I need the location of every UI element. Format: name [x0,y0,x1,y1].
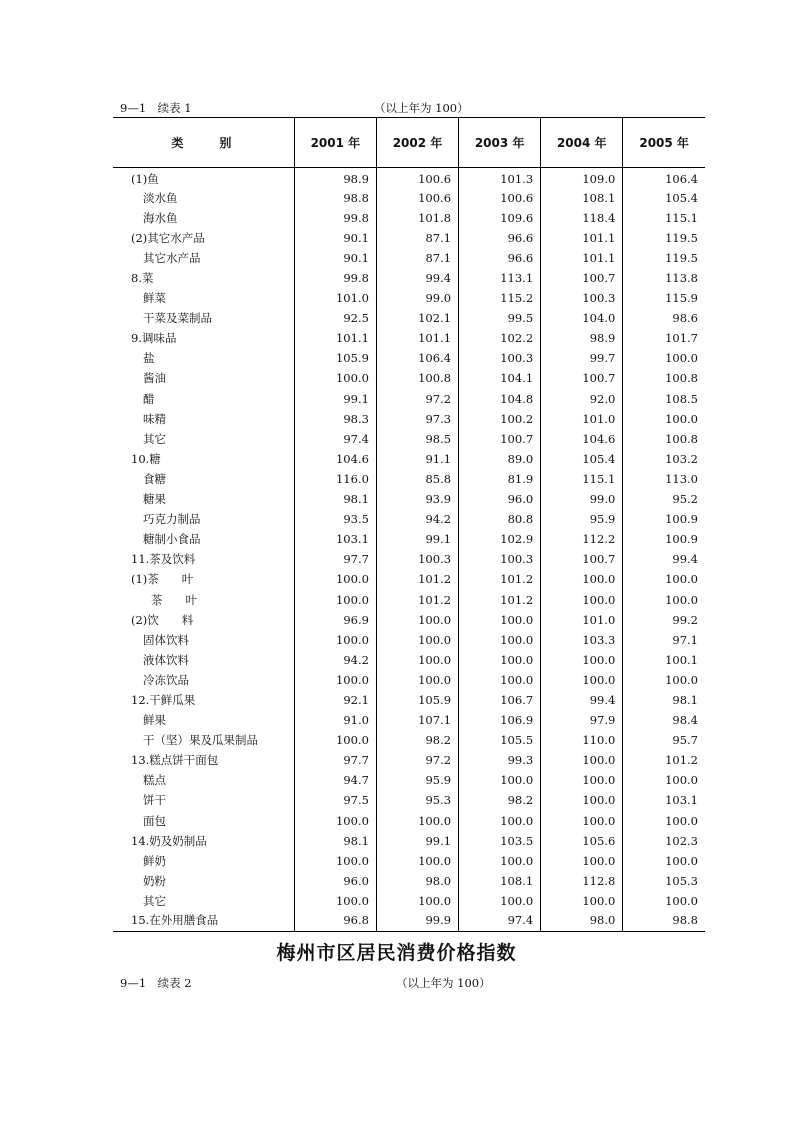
table-row [113,429,705,449]
header-year-2002: 2002 年 [376,118,458,168]
index-value-cell: 100.0 [459,670,541,690]
index-value-cell: 100.1 [623,650,705,670]
index-value-cell: 98.2 [459,790,541,810]
header-year-2003: 2003 年 [459,118,541,168]
index-value-cell: 103.1 [623,790,705,810]
index-value-cell: 102.2 [459,328,541,348]
index-value-cell: 100.0 [294,589,376,609]
row-category-label: 酱油 [143,371,166,386]
index-value-cell: 112.8 [541,871,623,891]
index-value-cell: 99.8 [294,268,376,288]
index-value-cell: 99.3 [459,750,541,770]
index-value-cell: 87.1 [376,248,458,268]
index-value-cell: 100.0 [459,650,541,670]
index-value-cell: 87.1 [376,228,458,248]
index-value-cell: 100.0 [294,811,376,831]
index-value-cell: 100.0 [376,670,458,690]
index-value-cell: 97.3 [376,409,458,429]
index-value-cell: 100.0 [623,851,705,871]
index-value-cell: 115.1 [623,208,705,228]
index-value-cell: 116.0 [294,469,376,489]
row-category-label: 鲜果 [143,713,166,728]
table-row [113,489,705,509]
table-row [113,690,705,710]
index-value-cell: 101.2 [376,589,458,609]
index-value-cell: 100.0 [541,790,623,810]
row-category-label: 饼干 [143,793,166,808]
table-row [113,730,705,750]
index-value-cell: 100.7 [541,268,623,288]
row-category-label: 鲜奶 [143,853,166,868]
table-row [113,449,705,469]
index-value-cell: 100.0 [376,610,458,630]
table-row [113,589,705,609]
index-value-cell: 91.1 [376,449,458,469]
index-value-cell: 92.1 [294,690,376,710]
header-year-2004: 2004 年 [541,118,623,168]
row-category-label: 11.茶及饮料 [131,552,196,567]
row-category-label: (2)其它水产品 [131,230,205,245]
index-value-cell: 119.5 [623,248,705,268]
row-category-label: 其它水产品 [143,250,201,265]
row-category-label: 13.糕点饼干面包 [131,753,219,768]
page-title: 梅州市区居民消费价格指数 [276,942,517,964]
index-value-cell: 98.6 [623,308,705,328]
index-value-cell: 100.0 [541,750,623,770]
header-category: 类 别 [113,118,294,168]
index-value-cell: 96.8 [294,911,376,931]
index-value-cell: 98.9 [294,168,376,188]
index-value-cell: 104.6 [294,449,376,469]
index-value-cell: 96.9 [294,610,376,630]
header-year-2001: 2001 年 [294,118,376,168]
index-value-cell: 99.1 [376,529,458,549]
table-row [113,650,705,670]
row-category-label: 10.糖 [131,451,161,466]
index-value-cell: 99.4 [541,690,623,710]
table-row [113,770,705,790]
table-row [113,469,705,489]
index-value-cell: 100.0 [623,770,705,790]
index-value-cell: 101.1 [541,228,623,248]
index-value-cell: 99.9 [376,911,458,931]
index-value-cell: 98.0 [376,871,458,891]
row-category-label: 固体饮料 [143,632,189,647]
index-value-cell: 99.4 [376,268,458,288]
index-value-cell: 100.8 [623,368,705,388]
index-value-cell: 99.1 [294,389,376,409]
index-value-cell: 100.0 [623,670,705,690]
index-value-cell: 106.4 [623,168,705,188]
index-value-cell: 105.6 [541,831,623,851]
index-value-cell: 100.0 [376,891,458,911]
index-value-cell: 101.3 [459,168,541,188]
index-value-cell: 97.1 [623,630,705,650]
index-value-cell: 101.2 [459,589,541,609]
index-value-cell: 104.6 [541,429,623,449]
index-value-cell: 103.5 [459,831,541,851]
index-value-cell: 100.0 [376,650,458,670]
index-value-cell: 100.6 [376,188,458,208]
index-value-cell: 95.9 [376,770,458,790]
index-value-cell: 96.6 [459,248,541,268]
index-value-cell: 100.0 [459,770,541,790]
index-value-cell: 96.0 [294,871,376,891]
index-value-cell: 101.2 [623,750,705,770]
index-value-cell: 109.0 [541,168,623,188]
index-value-cell: 99.8 [294,208,376,228]
row-category-label: 淡水鱼 [143,190,178,205]
table-row [113,529,705,549]
index-value-cell: 100.0 [294,569,376,589]
index-value-cell: 113.8 [623,268,705,288]
index-value-cell: 100.9 [623,529,705,549]
index-value-cell: 104.0 [541,308,623,328]
index-value-cell: 105.4 [541,449,623,469]
table-body [113,168,705,932]
index-value-cell: 100.0 [623,811,705,831]
index-value-cell: 99.0 [541,489,623,509]
row-category-label: 盐 [143,351,155,366]
table-row [113,288,705,308]
index-value-cell: 89.0 [459,449,541,469]
row-category-label: (1)茶 叶 [131,572,194,587]
index-value-cell: 100.3 [376,549,458,569]
index-value-cell: 91.0 [294,710,376,730]
index-value-cell: 95.7 [623,730,705,750]
table-row [113,630,705,650]
table-row [113,409,705,429]
table-row [113,208,705,228]
row-category-label: 味精 [143,411,166,426]
index-value-cell: 80.8 [459,509,541,529]
row-category-label: (2)饮 料 [131,612,194,627]
index-value-cell: 105.5 [459,730,541,750]
index-value-cell: 119.5 [623,228,705,248]
index-value-cell: 97.5 [294,790,376,810]
index-value-cell: 98.1 [623,690,705,710]
index-value-cell: 96.0 [459,489,541,509]
table2-code-caption: 9—1 续表 2 [120,976,192,990]
index-value-cell: 113.1 [459,268,541,288]
index-value-cell: 100.0 [623,891,705,911]
index-value-cell: 100.0 [623,569,705,589]
row-category-label: 糖果 [143,492,166,507]
index-value-cell: 115.9 [623,288,705,308]
table-row [113,911,705,931]
row-category-label: 干（坚）果及瓜果制品 [143,733,258,748]
index-value-cell: 100.0 [294,851,376,871]
index-value-cell: 93.5 [294,509,376,529]
index-value-cell: 106.7 [459,690,541,710]
index-value-cell: 95.3 [376,790,458,810]
index-value-cell: 100.0 [376,851,458,871]
table-row [113,790,705,810]
row-category-label: 12.干鲜瓜果 [131,692,196,707]
table-row [113,389,705,409]
index-value-cell: 99.1 [376,831,458,851]
index-value-cell: 98.5 [376,429,458,449]
row-category-label: 糖制小食品 [143,532,201,547]
index-value-cell: 103.1 [294,529,376,549]
index-value-cell: 90.1 [294,248,376,268]
table-header [113,118,705,168]
row-category-label: 巧克力制品 [143,512,201,527]
index-value-cell: 93.9 [376,489,458,509]
index-value-cell: 97.9 [541,710,623,730]
table-row [113,268,705,288]
row-category-label: 其它 [143,431,166,446]
index-value-cell: 101.0 [541,610,623,630]
table-row [113,188,705,208]
index-value-cell: 100.7 [459,429,541,449]
index-value-cell: 108.1 [541,188,623,208]
index-value-cell: 101.2 [376,569,458,589]
index-value-cell: 100.0 [541,589,623,609]
index-value-cell: 100.0 [459,891,541,911]
index-value-cell: 100.3 [541,288,623,308]
index-value-cell: 99.7 [541,348,623,368]
row-category-label: 茶 叶 [151,592,197,607]
index-value-cell: 102.1 [376,308,458,328]
row-category-label: 9.调味品 [131,331,177,346]
index-value-cell: 104.1 [459,368,541,388]
row-category-label: 奶粉 [143,873,166,888]
index-value-cell: 100.0 [541,851,623,871]
index-value-cell: 98.3 [294,409,376,429]
index-value-cell: 105.4 [623,188,705,208]
index-value-cell: 115.2 [459,288,541,308]
header-row [113,118,705,168]
index-value-cell: 96.6 [459,228,541,248]
index-value-cell: 100.7 [541,368,623,388]
row-category-label: 14.奶及奶制品 [131,833,207,848]
table-row [113,831,705,851]
table-row [113,549,705,569]
index-value-cell: 104.8 [459,389,541,409]
index-value-cell: 100.0 [459,630,541,650]
row-category-label: 醋 [143,391,155,406]
index-value-cell: 100.0 [541,670,623,690]
table-row [113,670,705,690]
index-value-cell: 101.7 [623,328,705,348]
index-value-cell: 102.9 [459,529,541,549]
index-value-cell: 100.0 [541,891,623,911]
table-row [113,328,705,348]
index-value-cell: 90.1 [294,228,376,248]
index-value-cell: 98.1 [294,489,376,509]
base-year-note: （以上年为 100） [374,101,469,115]
index-value-cell: 98.9 [541,328,623,348]
index-value-cell: 101.0 [541,409,623,429]
table2-base-year-note: （以上年为 100） [396,976,491,990]
index-value-cell: 98.0 [541,911,623,931]
index-value-cell: 100.0 [459,851,541,871]
row-category-label: 冷冻饮品 [143,672,189,687]
table-row [113,891,705,911]
index-value-cell: 100.3 [459,348,541,368]
index-value-cell: 100.8 [376,368,458,388]
index-value-cell: 100.0 [294,730,376,750]
index-value-cell: 100.0 [294,630,376,650]
index-value-cell: 112.2 [541,529,623,549]
index-value-cell: 100.3 [459,549,541,569]
table-row [113,610,705,630]
index-value-cell: 101.8 [376,208,458,228]
index-value-cell: 100.6 [376,168,458,188]
index-value-cell: 100.0 [376,811,458,831]
index-value-cell: 105.3 [623,871,705,891]
row-category-label: 糕点 [143,773,166,788]
index-value-cell: 94.7 [294,770,376,790]
index-value-cell: 100.0 [459,610,541,630]
index-value-cell: 110.0 [541,730,623,750]
index-value-cell: 98.8 [294,188,376,208]
index-value-cell: 101.0 [294,288,376,308]
index-value-cell: 118.4 [541,208,623,228]
row-category-label: 海水鱼 [143,210,178,225]
index-value-cell: 99.0 [376,288,458,308]
index-value-cell: 100.2 [459,409,541,429]
row-category-label: 干菜及菜制品 [143,311,212,326]
row-category-label: 15.在外用膳食品 [113,911,294,931]
table-row [113,248,705,268]
index-value-cell: 108.1 [459,871,541,891]
row-category-label: 液体饮料 [143,652,189,667]
header-year-2005: 2005 年 [623,118,705,168]
index-value-cell: 97.7 [294,750,376,770]
index-value-cell: 85.8 [376,469,458,489]
index-value-cell: 97.2 [376,389,458,409]
index-value-cell: 99.2 [623,610,705,630]
index-value-cell: 107.1 [376,710,458,730]
index-value-cell: 100.0 [459,811,541,831]
table-row [113,811,705,831]
index-value-cell: 100.0 [541,650,623,670]
index-value-cell: 100.7 [541,549,623,569]
row-category-label: 食糖 [143,471,166,486]
index-value-cell: 92.0 [541,389,623,409]
index-value-cell: 100.0 [541,811,623,831]
row-category-label: 其它 [143,893,166,908]
table-code-caption: 9—1 续表 1 [120,101,192,115]
index-value-cell: 94.2 [376,509,458,529]
table-row [113,871,705,891]
index-value-cell: 106.4 [376,348,458,368]
index-value-cell: 105.9 [376,690,458,710]
index-value-cell: 103.2 [623,449,705,469]
table-row [113,168,705,188]
index-value-cell: 108.5 [623,389,705,409]
table-row [113,851,705,871]
row-category-label: (1)鱼 [131,172,159,187]
index-value-cell: 101.2 [459,569,541,589]
table-row [113,710,705,730]
index-value-cell: 100.9 [623,509,705,529]
index-value-cell: 100.0 [541,569,623,589]
index-value-cell: 92.5 [294,308,376,328]
index-value-cell: 106.9 [459,710,541,730]
index-value-cell: 100.0 [294,891,376,911]
table-row [113,569,705,589]
index-value-cell: 100.0 [541,770,623,790]
index-value-cell: 100.8 [623,429,705,449]
index-value-cell: 97.2 [376,750,458,770]
table-row [113,368,705,388]
index-value-cell: 98.4 [623,710,705,730]
index-value-cell: 115.1 [541,469,623,489]
index-value-cell: 100.0 [623,348,705,368]
index-value-cell: 98.2 [376,730,458,750]
index-value-cell: 81.9 [459,469,541,489]
index-value-cell: 100.0 [294,368,376,388]
index-value-cell: 109.6 [459,208,541,228]
index-value-cell: 101.1 [376,328,458,348]
price-index-table [113,117,705,932]
index-value-cell: 97.7 [294,549,376,569]
index-value-cell: 99.5 [459,308,541,328]
index-value-cell: 105.9 [294,348,376,368]
index-value-cell: 95.9 [541,509,623,529]
index-value-cell: 98.1 [294,831,376,851]
index-value-cell: 100.0 [294,670,376,690]
index-value-cell: 103.3 [541,630,623,650]
index-value-cell: 102.3 [623,831,705,851]
index-value-cell: 100.0 [623,589,705,609]
index-value-cell: 99.4 [623,549,705,569]
index-value-cell: 100.0 [376,630,458,650]
index-value-cell: 113.0 [623,469,705,489]
index-value-cell: 101.1 [294,328,376,348]
row-category-label: 8.菜 [131,271,154,286]
table-row [113,509,705,529]
index-value-cell: 101.1 [541,248,623,268]
table-row [113,308,705,328]
table-row [113,750,705,770]
row-category-label: 鲜菜 [143,291,166,306]
row-category-label: 面包 [143,813,166,828]
index-value-cell: 100.0 [623,409,705,429]
index-value-cell: 97.4 [294,429,376,449]
index-value-cell: 98.8 [623,911,705,931]
index-value-cell: 95.2 [623,489,705,509]
index-value-cell: 100.6 [459,188,541,208]
index-value-cell: 97.4 [459,911,541,931]
table-row [113,348,705,368]
index-value-cell: 94.2 [294,650,376,670]
table-row [113,228,705,248]
